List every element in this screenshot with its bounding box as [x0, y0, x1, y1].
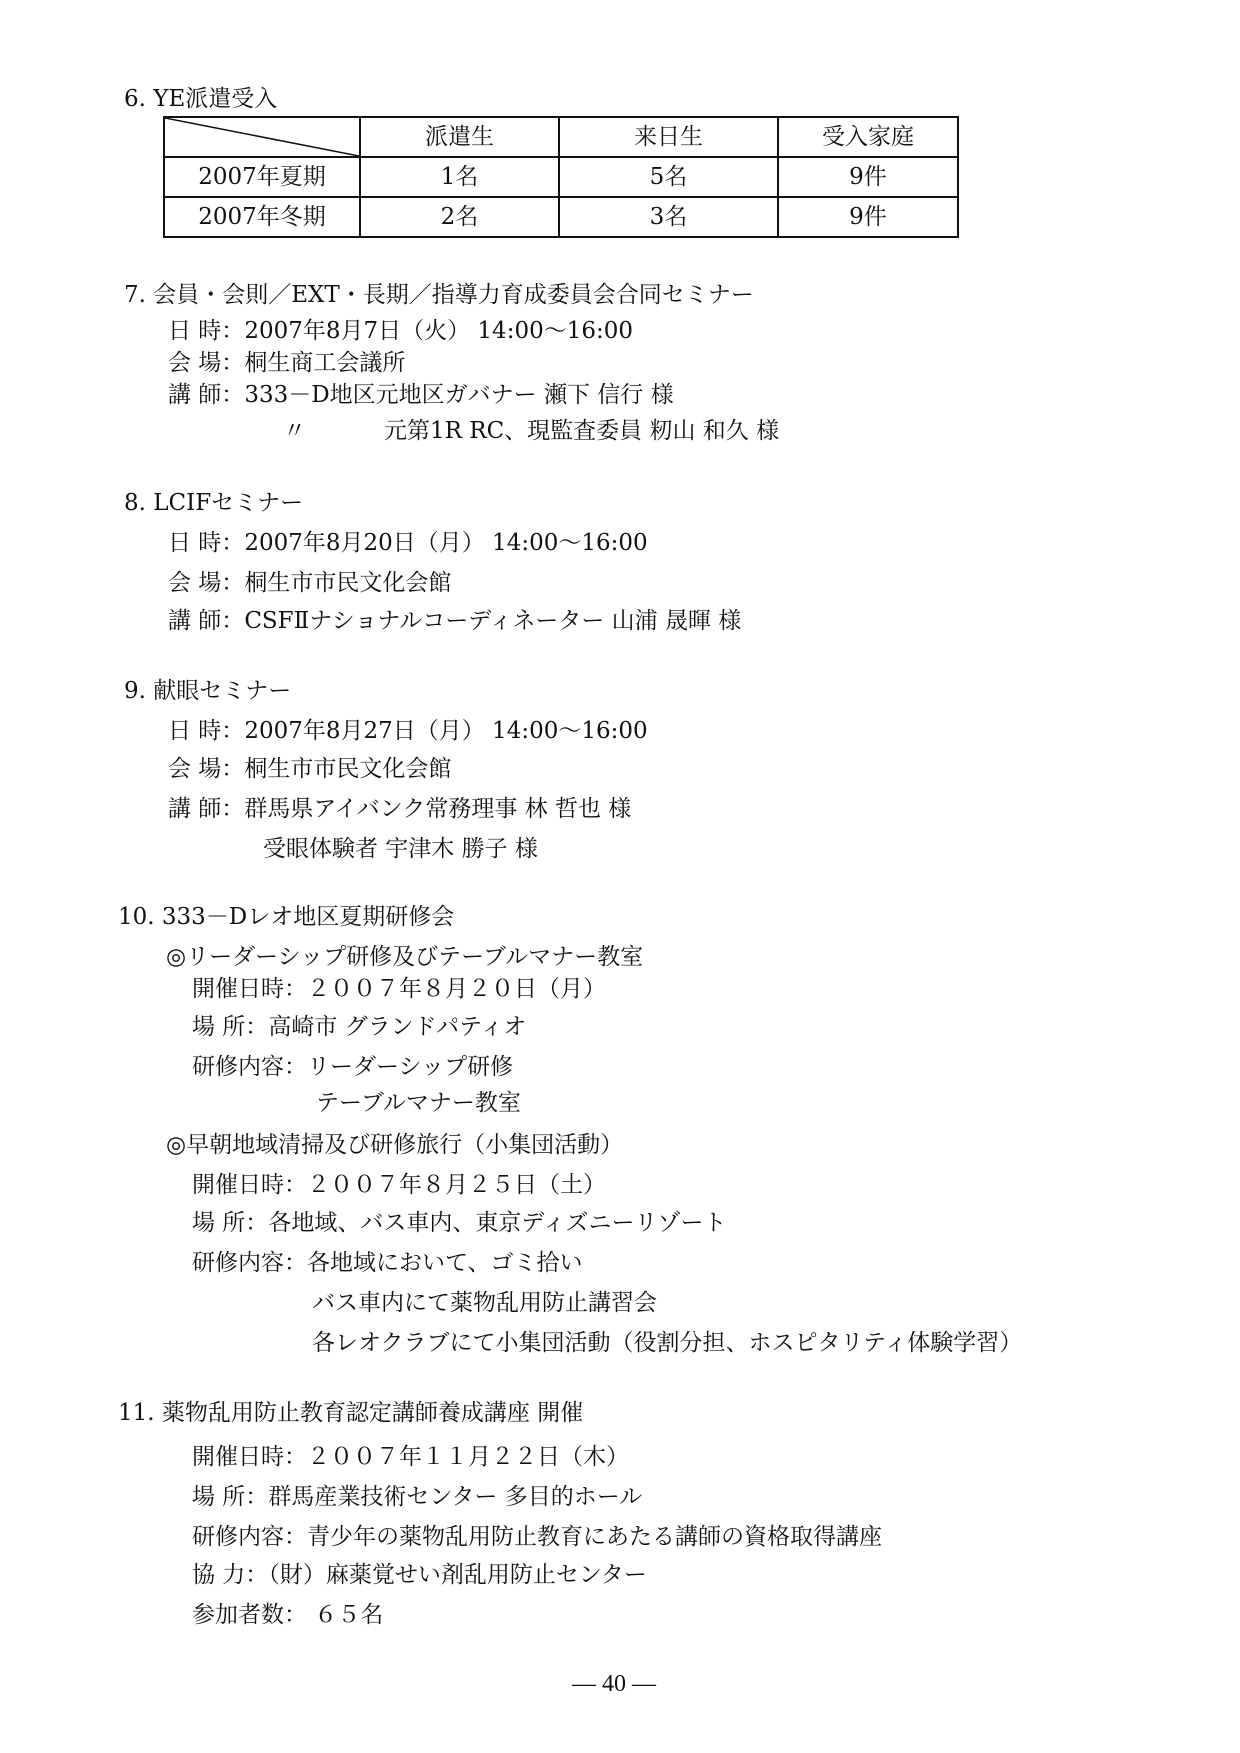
s7-date-line — [168, 320, 633, 343]
section-9-heading: 9. 献眼セミナー — [124, 678, 292, 704]
venue-value: 桐生市市民文化会館 — [244, 570, 452, 596]
ditto-mark: 〃 — [283, 418, 306, 444]
lecturer-label: 講 師： — [168, 608, 245, 634]
count-value: ６５名 — [307, 1602, 384, 1628]
s7-venue-line — [168, 352, 405, 375]
date-label: 日 時： — [168, 718, 245, 744]
s10-sub2-content-line — [192, 1252, 583, 1275]
table-row-label: 2007年夏期 — [164, 157, 360, 197]
venue-value: 桐生商工会議所 — [244, 350, 406, 376]
s9-lecturer-line — [168, 798, 631, 821]
date-label: 開催日時： — [192, 1444, 307, 1470]
s10-sub1-content-line-2: テーブルマナー教室 — [316, 1090, 521, 1116]
content-label: 研修内容： — [192, 1054, 307, 1080]
lecturer-value: CSFⅡナショナルコーディネーター 山浦 晟暉 様 — [244, 608, 742, 634]
s7-lecturer-line — [168, 384, 674, 407]
section-10-heading: 10. 333－Dレオ地区夏期研修会 — [118, 904, 455, 930]
lecturer-label: 講 師： — [168, 382, 245, 408]
s11-content-line — [192, 1526, 882, 1549]
lecturer-value: 333－D地区元地区ガバナー 瀬下 信行 様 — [244, 382, 674, 408]
content-value: リーダーシップ研修 — [307, 1054, 514, 1080]
s10-sub1-date-line — [192, 978, 606, 1001]
table-header-cell: 来日生 — [559, 117, 778, 157]
s10-sub2-place-line — [192, 1212, 726, 1235]
place-value: 群馬産業技術センター 多目的ホール — [268, 1484, 643, 1510]
ye-exchange-table — [163, 116, 959, 238]
content-value: 各地域において、ゴミ拾い — [307, 1250, 583, 1276]
date-label: 日 時： — [168, 530, 245, 556]
s11-place-line — [192, 1486, 642, 1509]
table-header-cell: 派遣生 — [360, 117, 559, 157]
place-label: 場 所： — [192, 1484, 269, 1510]
table-header-cell: 受入家庭 — [778, 117, 958, 157]
s11-date-line — [192, 1446, 629, 1469]
table-row — [164, 197, 958, 237]
table-cell: 2名 — [360, 197, 559, 237]
count-label: 参加者数： — [192, 1602, 307, 1628]
section-11-heading: 11. 薬物乱用防止教育認定講師養成講座 開催 — [118, 1400, 584, 1426]
place-value: 高崎市 グランドパティオ — [268, 1014, 527, 1040]
table-corner-cell — [164, 117, 360, 157]
table-header-row — [164, 117, 958, 157]
date-label: 日 時： — [168, 318, 245, 344]
date-value: 2007年8月27日（月） 14:00〜16:00 — [244, 718, 648, 744]
s11-coop-line — [192, 1564, 647, 1587]
s9-date-line — [168, 720, 648, 743]
s10-sub2-title: ◎早朝地域清掃及び研修旅行（小集団活動） — [166, 1132, 624, 1158]
place-label: 場 所： — [192, 1210, 269, 1236]
section-6-heading: 6. YE派遣受入 — [124, 86, 278, 112]
section-7-heading: 7. 会員・会則／EXT・長期／指導力育成委員会合同セミナー — [124, 282, 754, 308]
place-value: 各地域、バス車内、東京ディズニーリゾート — [268, 1210, 727, 1236]
lecturer-label: 講 師： — [168, 796, 245, 822]
date-value: ２００７年８月２０日（月） — [307, 976, 606, 1002]
date-label: 開催日時： — [192, 976, 307, 1002]
section-8-heading: 8. LCIFセミナー — [124, 490, 304, 516]
table-cell: 3名 — [559, 197, 778, 237]
venue-value: 桐生市市民文化会館 — [244, 756, 452, 782]
coop-label: 協 力： — [192, 1562, 269, 1588]
date-value: 2007年8月7日（火） 14:00〜16:00 — [244, 318, 633, 344]
place-label: 場 所： — [192, 1014, 269, 1040]
date-value: ２００７年８月２５日（土） — [307, 1172, 606, 1198]
s10-sub1-title: ◎リーダーシップ研修及びテーブルマナー教室 — [166, 944, 644, 970]
s8-venue-line — [168, 572, 451, 595]
date-value: ２００７年１１月２２日（木） — [307, 1444, 629, 1470]
s8-lecturer-line — [168, 610, 741, 633]
coop-value: （財）麻薬覚せい剤乱用防止センター — [268, 1562, 647, 1588]
s8-date-line — [168, 532, 648, 555]
venue-label: 会 場： — [168, 350, 245, 376]
table-cell: 1名 — [360, 157, 559, 197]
content-label: 研修内容： — [192, 1250, 307, 1276]
page-number: ― 40 ― — [572, 1671, 656, 1697]
s11-count-line — [192, 1604, 383, 1627]
content-label: 研修内容： — [192, 1524, 307, 1550]
table-row — [164, 157, 958, 197]
table-cell: 9件 — [778, 197, 958, 237]
s10-sub1-content-line — [192, 1056, 513, 1079]
venue-label: 会 場： — [168, 570, 245, 596]
date-value: 2007年8月20日（月） 14:00〜16:00 — [244, 530, 648, 556]
s9-lecturer-line-2: 受眼体験者 宇津木 勝子 様 — [263, 836, 538, 862]
s7-lecturer-line-2: 元第1R RC、現監査委員 籾山 和久 様 — [384, 418, 780, 444]
date-label: 開催日時： — [192, 1172, 307, 1198]
s10-sub1-place-line — [192, 1016, 526, 1039]
s10-sub2-content-line-3: 各レオクラブにて小集団活動（役割分担、ホスピタリティ体験学習） — [312, 1330, 1023, 1356]
s10-sub2-date-line — [192, 1174, 606, 1197]
table-cell: 5名 — [559, 157, 778, 197]
lecturer-value: 群馬県アイバンク常務理事 林 哲也 様 — [244, 796, 632, 822]
s9-venue-line — [168, 758, 451, 781]
venue-label: 会 場： — [168, 756, 245, 782]
table-cell: 9件 — [778, 157, 958, 197]
s10-sub2-content-line-2: バス車内にて薬物乱用防止講習会 — [312, 1290, 657, 1316]
table-row-label: 2007年冬期 — [164, 197, 360, 237]
diagonal-line-icon — [165, 118, 359, 156]
content-value: 青少年の薬物乱用防止教育にあたる講師の資格取得講座 — [307, 1524, 882, 1550]
